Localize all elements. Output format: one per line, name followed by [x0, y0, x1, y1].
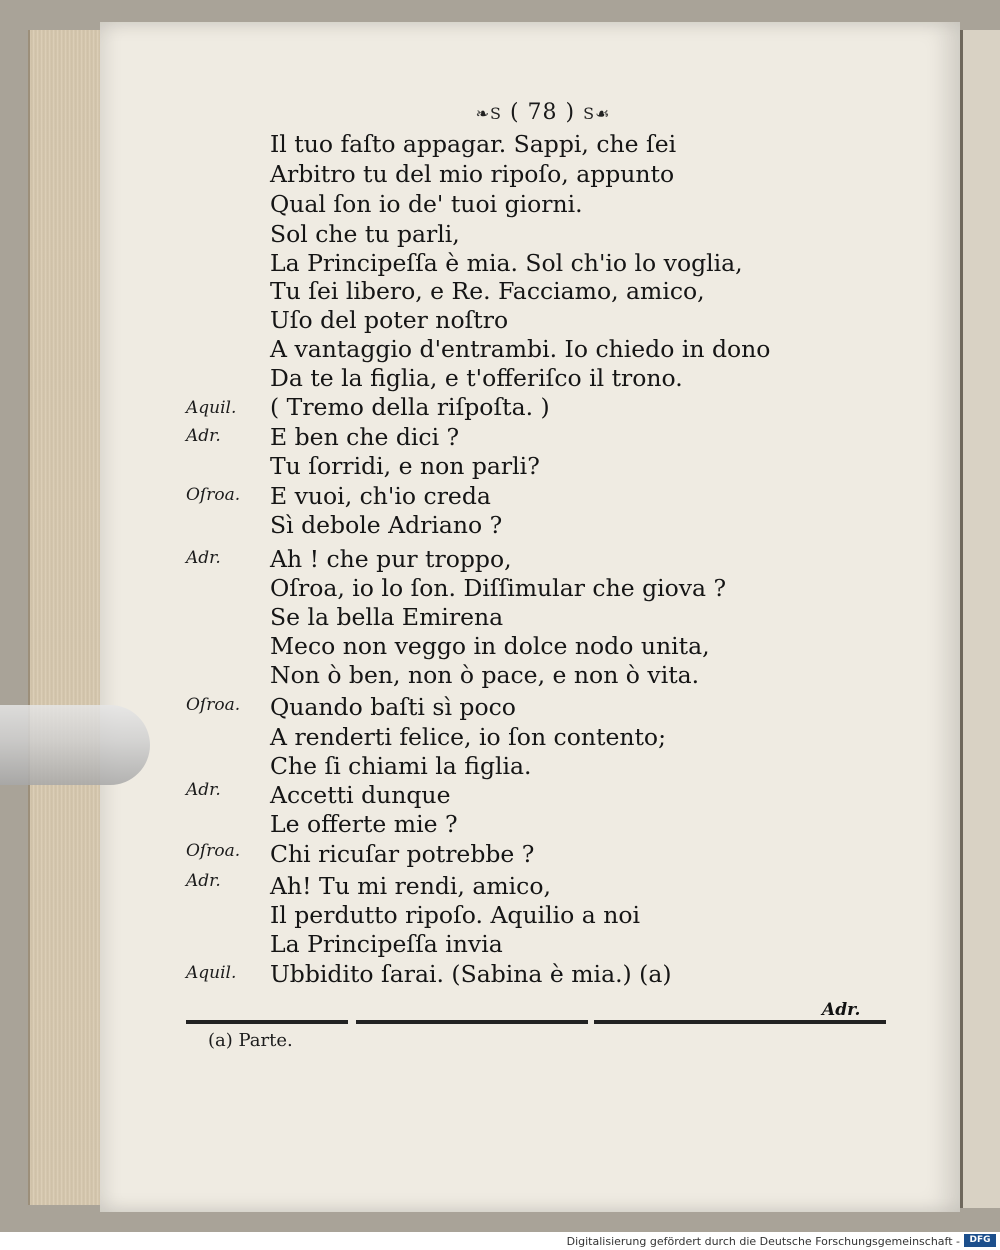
text-line: Chi ricuſar potrebbe ? [270, 840, 535, 868]
speaker-label: Adr. [186, 780, 221, 800]
text-line: Oſroa, io lo ſon. Diſſimular che giova ? [270, 574, 727, 602]
speaker-label: Aquil. [186, 963, 237, 983]
text-line: Che ſi chiami la figlia. [270, 752, 532, 780]
text-line: Qual ſon io de' tuoi giorni. [270, 190, 583, 218]
text-line: Quando baſti sì poco [270, 693, 516, 721]
speaker-label: Oſroa. [186, 485, 241, 505]
text-line: La Principeſſa è mia. Sol ch'io lo voglia, [270, 249, 743, 277]
speaker-label: Aquil. [186, 398, 237, 418]
footnote-rule [186, 1020, 348, 1024]
facing-page-edge [960, 30, 1000, 1208]
text-line: Accetti dunque [270, 781, 451, 809]
text-line: Tu ſei libero, e Re. Facciamo, amico, [270, 277, 705, 305]
dfg-logo-icon: DFG [964, 1234, 996, 1247]
text-line: Meco non veggo in dolce nodo unita, [270, 632, 710, 660]
footnote-rule [356, 1020, 588, 1024]
text-line: Ubbidito ſarai. (Sabina è mia.) (a) [270, 960, 672, 988]
speaker-label: Adr. [186, 426, 221, 446]
text-line: E vuoi, ch'io creda [270, 482, 491, 510]
footnote: (a) Parte. [208, 1030, 293, 1051]
speaker-label: Oſroa. [186, 695, 241, 715]
text-line: Tu ſorridi, e non parli? [270, 452, 540, 480]
text-line: Se la bella Emirena [270, 603, 504, 631]
ornament-right-icon: S☙ [583, 104, 611, 123]
footnote-rule [594, 1020, 886, 1024]
catchword: Adr. [822, 1000, 861, 1020]
text-line: E ben che dici ? [270, 423, 460, 451]
book-page-edges [28, 30, 110, 1205]
text-line: Uſo del poter noſtro [270, 306, 509, 334]
speaker-label: Adr. [186, 548, 221, 568]
text-line: Il tuo faſto appagar. Sappi, che ſei [270, 130, 677, 158]
speaker-label: Adr. [186, 871, 221, 891]
text-line: Ah ! che pur troppo, [270, 545, 512, 573]
text-line: Le offerte mie ? [270, 810, 458, 838]
footer-credit: Digitalisierung gefördert durch die Deutsche Forschungsgemeinschaft - [566, 1235, 960, 1248]
text-line: Non ò ben, non ò pace, e non ò vita. [270, 661, 700, 689]
text-line: Il perdutto ripoſo. Aquilio a noi [270, 901, 641, 929]
text-line: Arbitro tu del mio ripoſo, appunto [270, 160, 675, 188]
text-line: Da te la figlia, e t'offeriſco il trono. [270, 364, 683, 392]
speaker-label: Oſroa. [186, 841, 241, 861]
text-line: La Principeſſa invia [270, 930, 503, 958]
ornament-left-icon: ❧S [475, 104, 502, 123]
scanner-clamp [0, 705, 150, 785]
text-line: ( Tremo della riſpoſta. ) [270, 393, 550, 421]
page-number-header [458, 100, 628, 125]
text-line: Sol che tu parli, [270, 220, 460, 248]
text-line: Sì debole Adriano ? [270, 511, 503, 539]
page-number: ( 78 ) [509, 100, 576, 125]
text-line: A renderti felice, io ſon contento; [270, 723, 667, 751]
text-line: Ah! Tu mi rendi, amico, [270, 872, 551, 900]
text-line: A vantaggio d'entrambi. Io chiedo in dono [270, 335, 771, 363]
